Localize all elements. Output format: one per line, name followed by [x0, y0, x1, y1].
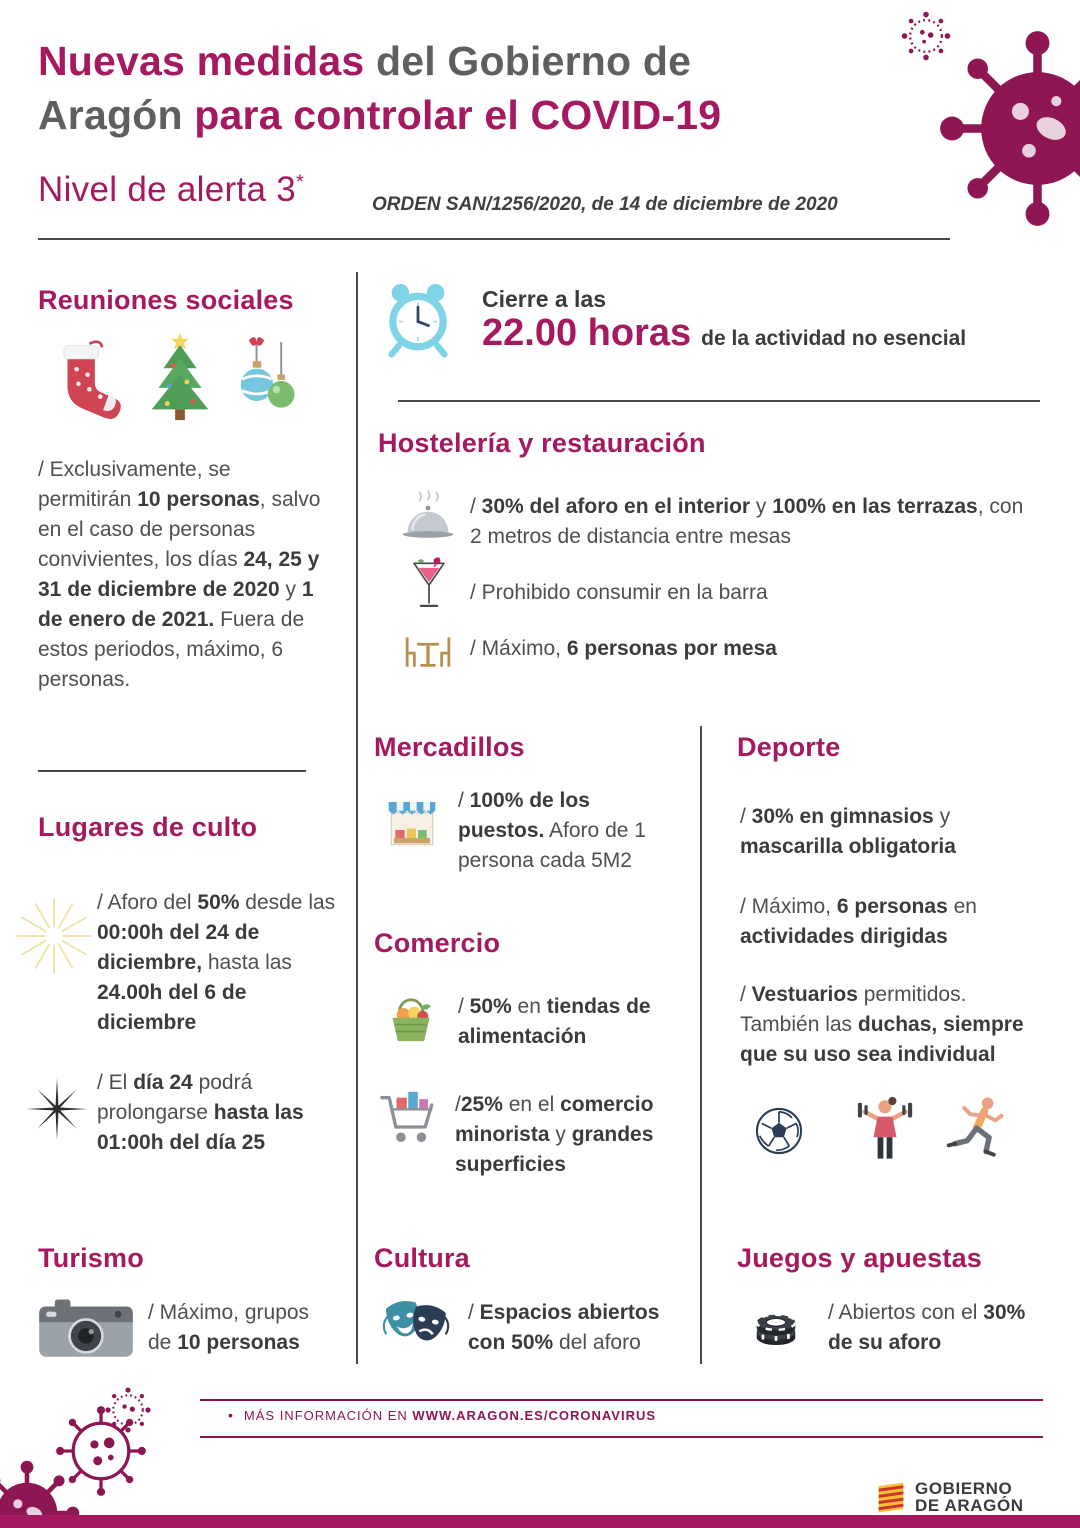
hosteleria-item-2: / Prohibido consumir en la barra	[470, 581, 768, 604]
cocktail-icon	[406, 548, 452, 620]
baubles-icon	[228, 334, 304, 430]
turismo-item-1: / Máximo, grupos de 10 personas	[148, 1301, 310, 1354]
section-title-hosteleria: Hostelería y restauración	[378, 428, 706, 458]
sun-rays-icon	[14, 896, 94, 976]
theater-masks-icon	[378, 1292, 454, 1356]
vertical-divider-right	[700, 726, 702, 1364]
closing-suffix: de la actividad no esencial	[701, 327, 967, 350]
footer-info	[228, 1407, 656, 1423]
section-title-reuniones: Reuniones sociales	[38, 285, 294, 315]
hosteleria-item-3: / Máximo, 6 personas por mesa	[470, 637, 777, 660]
deporte-item-3: / Vestuarios permitidos. También las duchas, siempre que su uso sea individual	[740, 983, 1024, 1066]
market-stall-icon	[382, 792, 442, 860]
alarm-clock-icon	[378, 280, 458, 360]
closing-time: 22.00 horas	[482, 312, 692, 354]
banner-divider	[398, 400, 1040, 402]
culto-item-1: / Aforo del 50% desde las 00:00h del 24 de diciembre, hasta las 24.00h del 6 de diciembre	[97, 891, 336, 1034]
reuniones-body: / Exclusivamente, se permitirán 10 personas, salvo en el caso de personas convivientes, los días 24, 25 y 31 de diciembre de 2020 y 1 de enero de 2021. Fuera de estos periodos, máximo, 6 personas.	[38, 458, 321, 691]
shopping-cart-icon	[376, 1082, 442, 1150]
christmas-tree-icon	[136, 330, 224, 430]
camera-icon	[34, 1294, 138, 1364]
page-title	[38, 34, 721, 142]
footer-info-text: MÁS INFORMACIÓN EN WWW.ARAGON.ES/CORONAVIRUS	[243, 1408, 657, 1423]
aragon-flag-icon	[876, 1478, 906, 1516]
footer-bullet: •	[228, 1407, 234, 1423]
deporte-item-2: / Máximo, 6 personas en actividades dirigidas	[740, 895, 977, 948]
section-title-cultura: Cultura	[374, 1243, 470, 1273]
comercio-item-2: /25% en el comercio minorista y grandes superficies	[455, 1093, 654, 1176]
section-title-turismo: Turismo	[38, 1243, 144, 1273]
weightlifter-icon	[848, 1092, 922, 1166]
section-title-culto: Lugares de culto	[38, 812, 258, 842]
hosteleria-item-1: / 30% del aforo en el interior y 100% en las terrazas, con 2 metros de distancia entre mesas	[470, 495, 1024, 548]
culto-item-2: / El día 24 podrá prolongarse hasta las 01:00h del día 25	[97, 1071, 304, 1154]
poker-chips-icon	[745, 1292, 807, 1354]
virus-icon	[935, 26, 1080, 231]
runner-icon	[944, 1092, 1014, 1166]
cultura-item-1: / Espacios abiertos con 50% del aforo	[468, 1301, 660, 1354]
section-title-deporte: Deporte	[737, 732, 841, 762]
gobierno-aragon-text	[915, 1480, 1024, 1514]
table-chairs-icon	[396, 624, 460, 674]
cloche-icon	[398, 490, 458, 544]
section-title-juegos: Juegos y apuestas	[737, 1243, 983, 1273]
alert-level	[38, 170, 304, 210]
comercio-item-1: / 50% en tiendas de alimentación	[458, 995, 651, 1048]
logo-line-1: GOBIERNO	[915, 1479, 1013, 1498]
alert-asterisk: *	[296, 171, 305, 194]
footer-divider-top	[200, 1399, 1043, 1401]
closing-banner-line2	[482, 312, 966, 355]
alert-level-text: Nivel de alerta 3	[38, 170, 297, 209]
vertical-divider-left	[356, 272, 358, 1364]
title-line-2: Aragón para controlar el COVID-19	[38, 92, 722, 138]
soccer-ball-icon	[748, 1100, 810, 1162]
gobierno-aragon-logo	[876, 1478, 1024, 1516]
mercadillos-item-1: / 100% de los puestos. Aforo de 1 persona cada 5M2	[458, 789, 646, 872]
deporte-item-1: / 30% en gimnasios y mascarilla obligatoria	[740, 805, 956, 858]
section-title-mercadillos: Mercadillos	[374, 732, 525, 762]
star-icon	[26, 1078, 88, 1140]
logo-line-2: DE ARAGÓN	[915, 1496, 1024, 1515]
title-line-1: Nuevas medidas del Gobierno de	[38, 38, 692, 84]
virus-dotted-icon	[898, 8, 954, 64]
juegos-item-1: / Abiertos con el 30% de su aforo	[828, 1301, 1026, 1354]
footer-divider-bottom	[200, 1436, 1043, 1438]
section-title-comercio: Comercio	[374, 928, 501, 958]
bottom-accent-bar	[0, 1515, 1080, 1528]
food-basket-icon	[380, 986, 442, 1048]
stocking-icon	[42, 334, 124, 430]
closing-banner-line1: Cierre a las	[482, 286, 607, 312]
left-divider	[38, 770, 306, 772]
order-reference: ORDEN SAN/1256/2020, de 14 de diciembre de 2020	[372, 194, 838, 215]
header-divider	[38, 238, 950, 240]
